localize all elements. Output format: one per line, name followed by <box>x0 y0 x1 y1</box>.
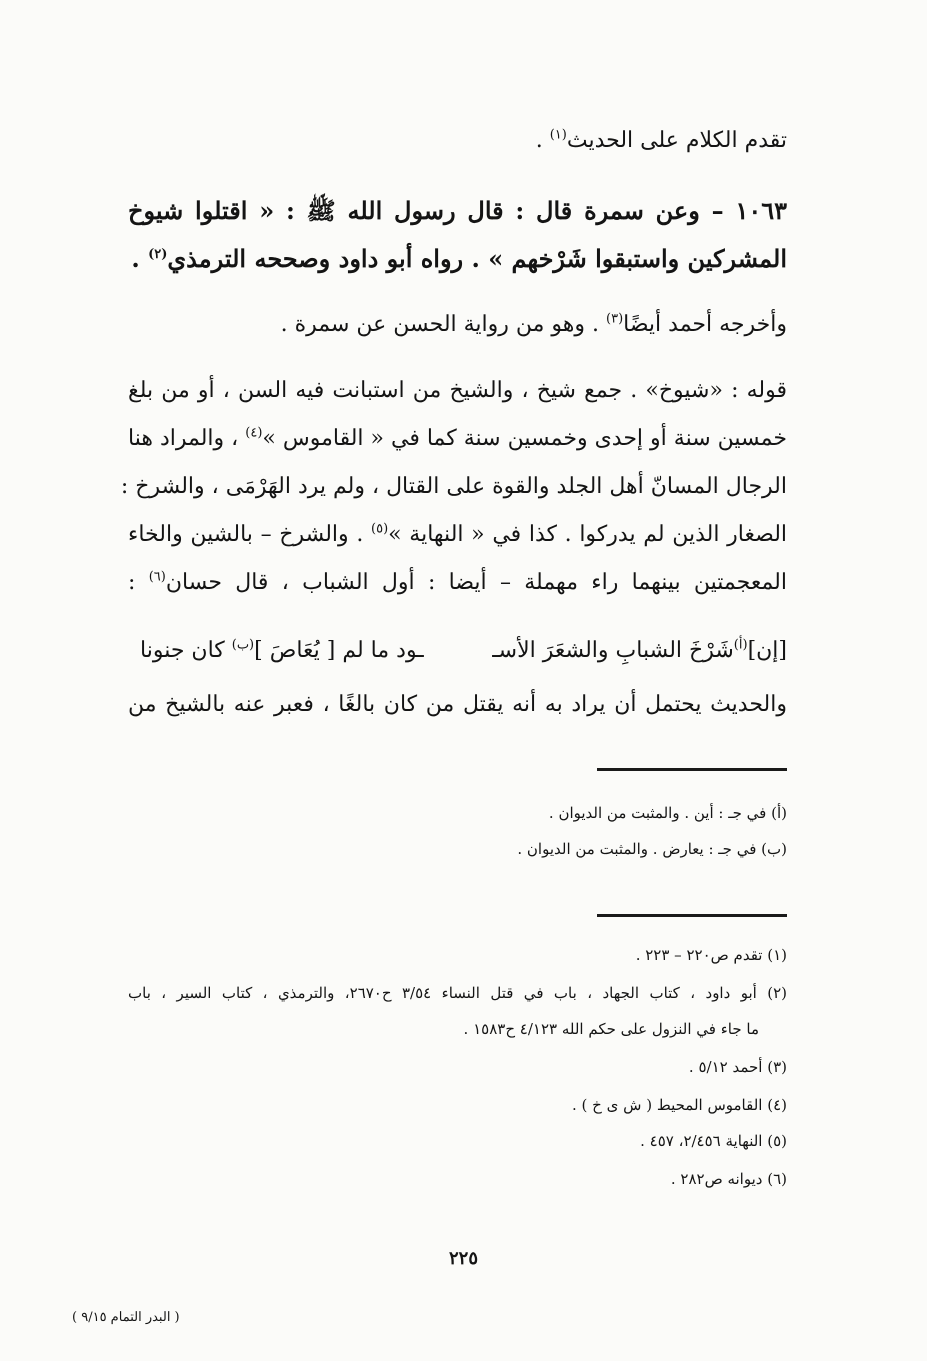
continuation-line: والحديث يحتمل أن يراد به أنه يقتل من كان بالغًا ، فعبر عنه بالشيخ من <box>128 692 787 717</box>
footnote-6: (٦) ديوانه ص٢٨٢ . <box>670 1170 787 1188</box>
hadith-line-2-text: المشركين واستبقوا شَرْخهم » . رواه أبو داود وصححه الترمذي <box>167 244 787 273</box>
verse-first-hemistich <box>492 638 787 663</box>
verse-second-hemistich <box>140 638 424 663</box>
commentary-line-1: قوله : «شيوخ» . جمع شيخ ، والشيخ من استبانت فيه السن ، أو من بلغ <box>128 378 787 403</box>
commentary-line-4 <box>128 522 787 547</box>
footnote-1: (١) تقدم ص٢٢٠ – ٢٢٣ . <box>635 946 787 964</box>
hadith-line-2 <box>131 244 787 273</box>
variant-ref-b[interactable]: (ب) <box>231 637 255 653</box>
commentary-line-5 <box>128 570 787 595</box>
takhrij-part-1: وأخرجه أحمد أيضًا <box>623 312 787 337</box>
hadith-line-2-end: . <box>131 244 149 273</box>
footnote-2-line-2: ما جاء في النزول على حكم الله ٤/١٢٣ ح١٥٨٣ . <box>463 1020 759 1038</box>
footnote-ref-3[interactable]: (٣) <box>606 311 624 327</box>
footnote-4: (٤) القاموس المحيط ( ش ى خ ) . <box>572 1096 787 1114</box>
commentary-line-2 <box>128 426 787 451</box>
footnote-2-line-1: (٢) أبو داود ، كتاب الجهاد ، باب في قتل النساء ٣/٥٤ ح٢٦٧٠، والترمذي ، كتاب السير ، باب <box>128 984 787 1002</box>
commentary-line-2-b: ، والمراد هنا <box>128 426 246 451</box>
verse-second-end: كان جنونا <box>140 638 232 663</box>
footnote-ref-6[interactable]: (٦) <box>148 569 166 585</box>
verse-first-pre: [إن] <box>747 638 787 663</box>
signature-mark: ( البدر التمام ٩/١٥ ) <box>72 1310 180 1325</box>
intro-text: تقدم الكلام على الحديث <box>566 128 787 153</box>
variant-notes-rule <box>597 768 787 771</box>
takhrij-line <box>281 312 787 337</box>
page-number: ٢٢٥ <box>448 1248 478 1269</box>
footnote-5: (٥) النهاية ٢/٤٥٦، ٤٥٧ . <box>640 1132 787 1150</box>
commentary-line-4-a: الصغار الذين لم يدركوا . كذا في « النهاية » <box>388 522 788 547</box>
footnote-ref-1[interactable]: (١) <box>549 127 567 143</box>
verse-first-text: شَرْخَ الشبابِ والشعَرَ الأسـ <box>492 638 734 663</box>
variant-note-a: (أ) في جـ : أين . والمثبت من الديوان . <box>548 804 787 822</box>
footnote-3: (٣) أحمد ٥/١٢ . <box>688 1058 787 1076</box>
commentary-line-3: الرجال المسانّ أهل الجلد والقوة على القتال ، ولم يرد الهَرْمَى ، والشرخ : <box>120 474 787 499</box>
intro-end: . <box>535 128 550 153</box>
footnotes-rule <box>597 914 787 917</box>
takhrij-part-2: . وهو من رواية الحسن عن سمرة . <box>280 312 606 337</box>
variant-note-b: (ب) في جـ : يعارض . والمثبت من الديوان . <box>517 840 787 858</box>
commentary-line-4-b: . والشرخ – بالشين والخاء <box>128 522 372 547</box>
commentary-line-5-a: المعجمتين بينهما راء مهملة – أيضا : أول الشباب ، قال حسان <box>165 570 787 595</box>
footnote-ref-4[interactable]: (٤) <box>245 425 263 441</box>
commentary-line-5-b: : <box>128 570 149 595</box>
variant-ref-a[interactable]: (أ) <box>733 637 748 653</box>
commentary-line-2-a: خمسين سنة أو إحدى وخمسين سنة كما في « القاموس » <box>262 426 787 451</box>
hadith-line-1: ١٠٦٣ – وعن سمرة قال : قال رسول الله ﷺ : « اقتلوا شيوخ <box>128 196 787 225</box>
intro-line <box>536 128 787 153</box>
footnote-ref-5[interactable]: (٥) <box>371 521 389 537</box>
verse-second-text: ـود ما لم [ يُعَاصَ ] <box>254 638 424 663</box>
footnote-ref-2[interactable]: (٢) <box>148 247 168 262</box>
